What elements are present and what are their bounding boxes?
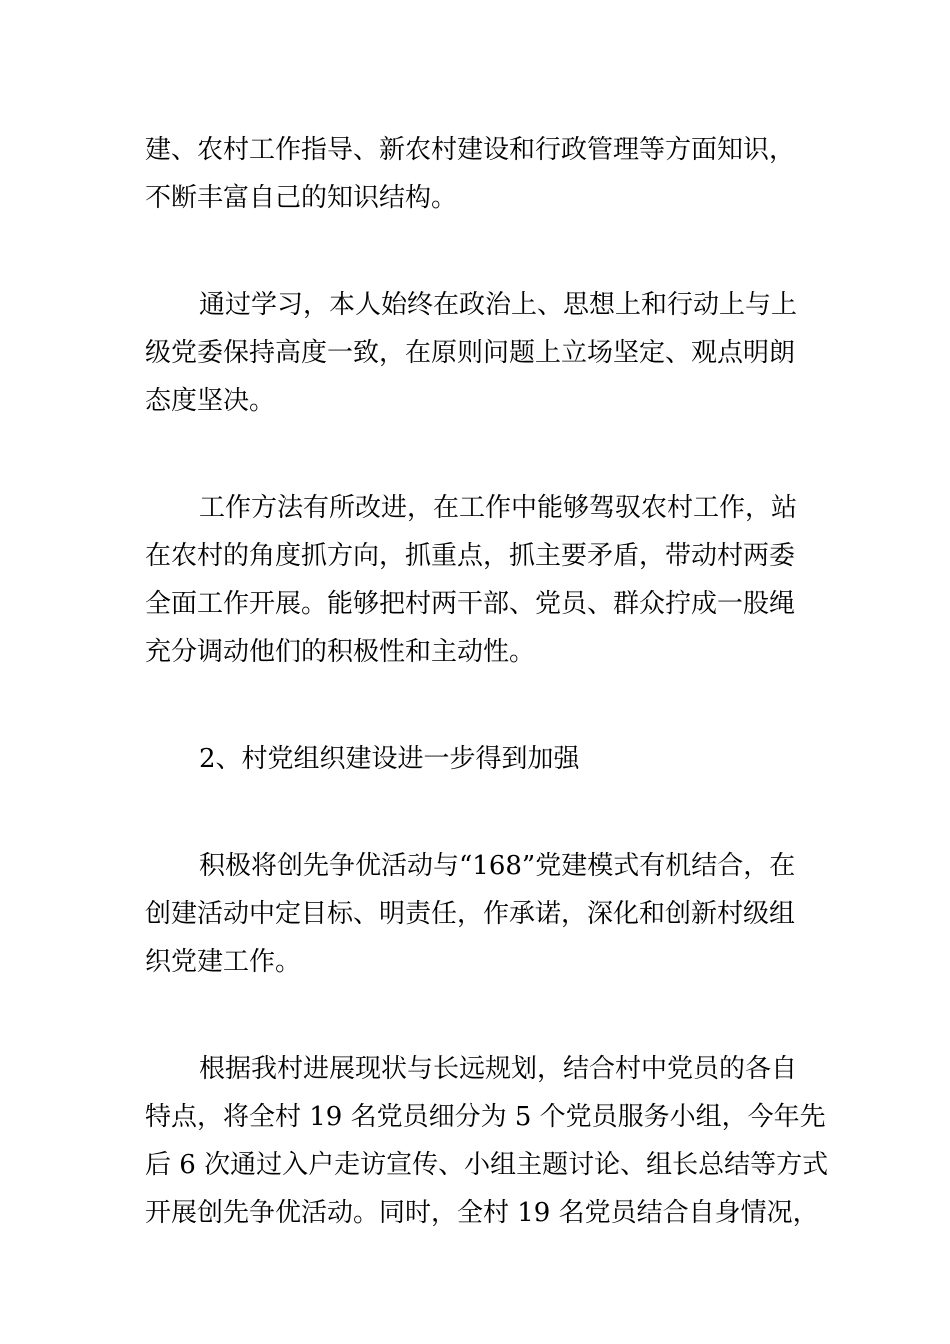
paragraph-line: 不断丰富自己的知识结构。: [145, 183, 458, 213]
paragraph-line: 创建活动中定目标、明责任，作承诺，深化和创新村级组: [145, 899, 796, 929]
paragraph-line: 建、农村工作指导、新农村建设和行政管理等方面知识，: [145, 135, 796, 165]
paragraph-line: 通过学习，本人始终在政治上、思想上和行动上与上: [199, 290, 798, 320]
paragraph-line: 织党建工作。: [145, 947, 302, 977]
paragraph-line: 态度坚决。: [145, 386, 276, 416]
paragraph-2: [145, 281, 810, 425]
paragraph-line: 在农村的角度抓方向，抓重点，抓主要矛盾，带动村两委: [145, 541, 796, 571]
paragraph-line: 工作方法有所改进，在工作中能够驾驭农村工作，站: [199, 493, 798, 523]
paragraph-line: 充分调动他们的积极性和主动性。: [145, 637, 536, 667]
paragraph-line: 开展创先争优活动。同时，全村 19 名党员结合自身情况，: [145, 1198, 819, 1228]
paragraph-gap: [145, 986, 810, 1045]
paragraph-line: 根据我村进展现状与长远规划，结合村中党员的各自: [199, 1054, 798, 1084]
paragraph-5: [145, 1045, 829, 1237]
paragraph-3: [145, 484, 810, 676]
section-heading-text: 2、村党组织建设进一步得到加强: [199, 744, 580, 774]
paragraph-line: 积极将创先争优活动与“168”党建模式有机结合，在: [199, 851, 796, 881]
document-body: [145, 126, 829, 1237]
section-heading: [145, 735, 810, 783]
paragraph-gap: [145, 222, 810, 281]
paragraph-line: 后 6 次通过入户走访宣传、小组主题讨论、组长总结等方式: [145, 1150, 829, 1180]
paragraph-line: 特点，将全村 19 名党员细分为 5 个党员服务小组，今年先: [145, 1102, 826, 1132]
paragraph-gap: [145, 783, 810, 842]
paragraph-1: [145, 126, 810, 222]
paragraph-line: 级党委保持高度一致，在原则问题上立场坚定、观点明朗: [145, 338, 796, 368]
paragraph-4: [145, 842, 810, 986]
paragraph-line: 全面工作开展。能够把村两干部、党员、群众拧成一股绳: [145, 589, 796, 619]
paragraph-gap: [145, 425, 810, 484]
paragraph-gap: [145, 676, 810, 735]
